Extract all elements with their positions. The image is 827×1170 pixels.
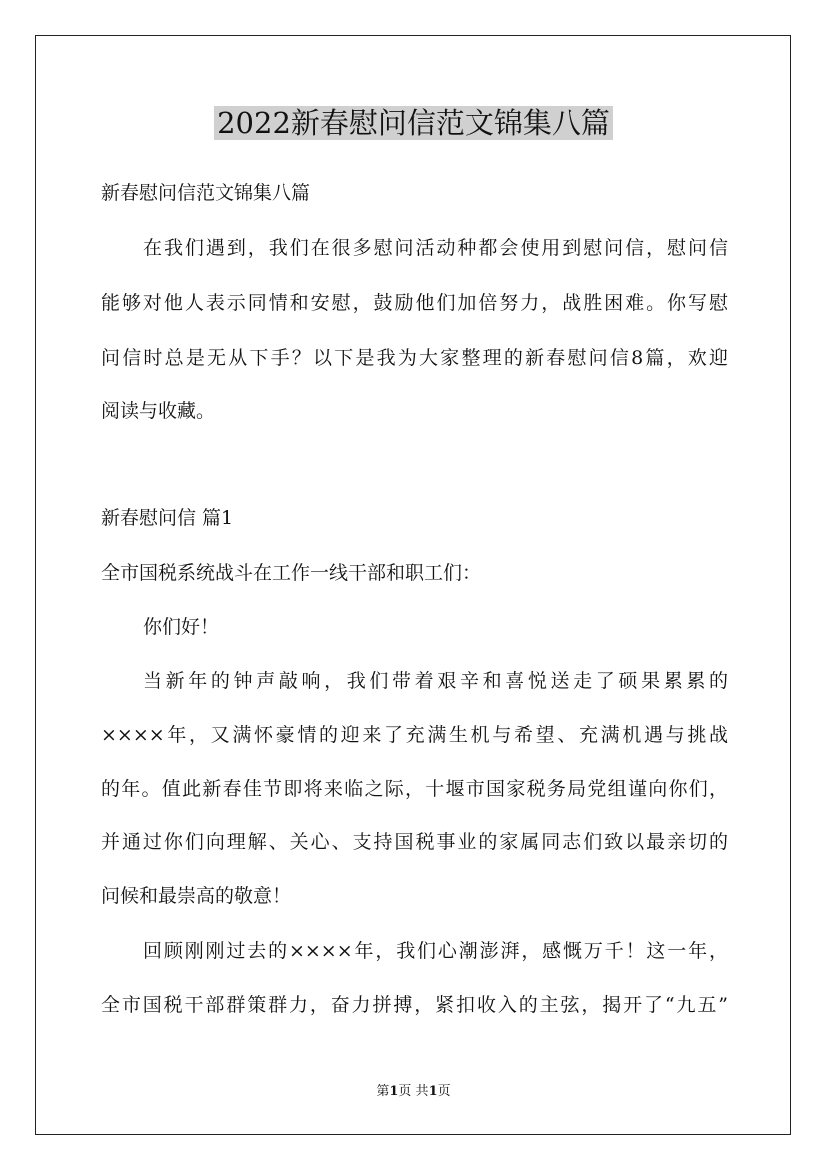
paragraph-2-line-1: 回顾刚刚过去的××××年，我们心潮澎湃，感慨万千！这一年， bbox=[143, 940, 728, 962]
intro-line-3: 问信时总是无从下手？以下是我为大家整理的新春慰问信8篇，欢迎 bbox=[101, 347, 728, 369]
paragraph-2-line-2: 全市国税干部群策群力，奋力拼搏，紧扣收入的主弦，揭开了“九五” bbox=[101, 994, 728, 1016]
intro-line-2: 能够对他人表示同情和安慰，鼓励他们加倍努力，战胜困难。你写慰 bbox=[101, 292, 728, 314]
document-title bbox=[0, 103, 827, 143]
paragraph-1-line-1: 当新年的钟声敲响，我们带着艰辛和喜悦送走了硕果累累的 bbox=[143, 670, 728, 692]
footer-page-mid: 页 共 bbox=[398, 1084, 429, 1099]
intro-line-4: 阅读与收藏。 bbox=[101, 400, 216, 422]
paragraph-1-line-5: 问候和最崇高的敬意！ bbox=[101, 885, 292, 907]
paragraph-1-line-2: ××××年，又满怀豪情的迎来了充满生机与希望、充满机遇与挑战 bbox=[101, 724, 728, 746]
intro-line-1: 在我们遇到，我们在很多慰问活动种都会使用到慰问信，慰问信 bbox=[143, 237, 728, 259]
footer-page-total: 1 bbox=[428, 1084, 438, 1099]
paragraph-1-line-3: 的年。值此新春佳节即将来临之际，十堰市国家税务局党组谨向你们， bbox=[101, 778, 728, 800]
letter-salutation: 全市国税系统战斗在工作一线干部和职工们： bbox=[101, 562, 482, 584]
letter-greeting: 你们好！ bbox=[143, 616, 220, 638]
footer-page-suffix: 页 bbox=[437, 1084, 451, 1099]
page-footer bbox=[0, 1083, 827, 1101]
document-subtitle: 新春慰问信范文锦集八篇 bbox=[101, 182, 311, 204]
footer-page-prefix: 第 bbox=[376, 1084, 390, 1099]
paragraph-1-line-4: 并通过你们向理解、关心、支持国税事业的家属同志们致以最亲切的 bbox=[101, 831, 728, 853]
document-title-text: 2022新春慰问信范文锦集八篇 bbox=[214, 106, 613, 140]
section-heading: 新春慰问信 篇1 bbox=[101, 507, 234, 529]
footer-page-number: 1 bbox=[389, 1084, 399, 1099]
